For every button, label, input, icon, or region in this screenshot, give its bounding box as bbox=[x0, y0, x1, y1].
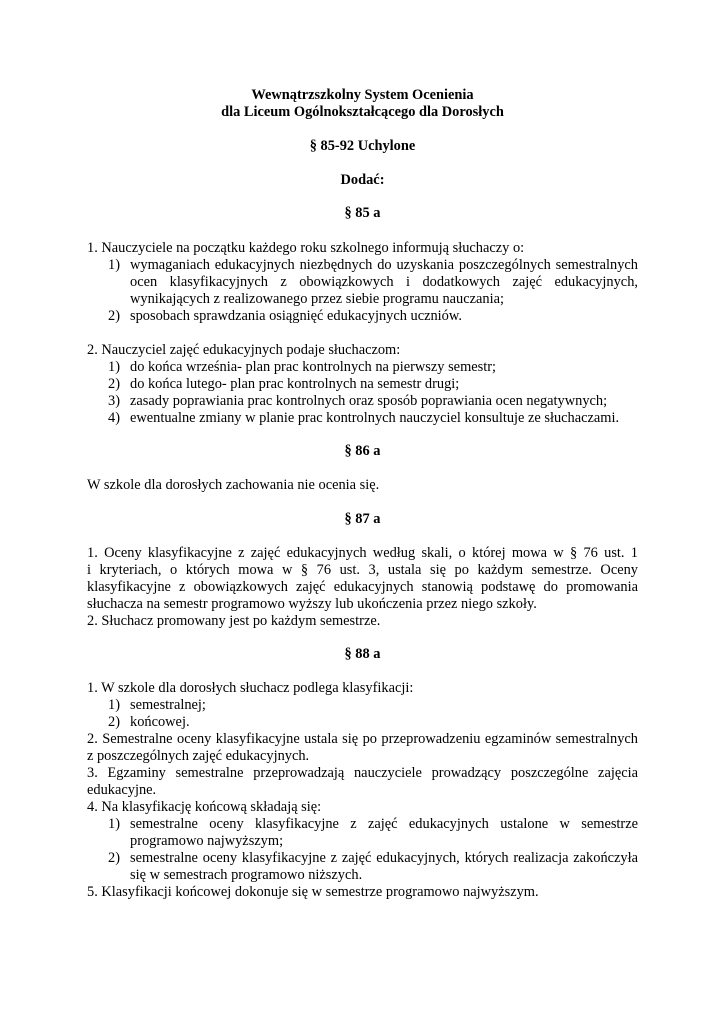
list-item bbox=[87, 393, 638, 410]
paragraph-line: klasyfikacyjne z obowiązkowych zajęć edukacyjnych stanowią podstawę do promowania bbox=[87, 579, 638, 595]
list-item bbox=[87, 816, 638, 850]
list-item bbox=[87, 376, 638, 393]
paragraph: 4. Na klasyfikację końcową składają się: bbox=[87, 799, 322, 815]
list-item bbox=[87, 257, 638, 308]
list-line: semestralne oceny klasyfikacyjne z zajęć edukacyjnych ustalone w semestrze bbox=[130, 816, 638, 832]
list-number: 2) bbox=[108, 714, 120, 730]
paragraph: 1. Nauczyciele na początku każdego roku szkolnego informują słuchaczy o: bbox=[87, 240, 525, 256]
list-number: 1) bbox=[108, 697, 120, 713]
list-item bbox=[87, 359, 638, 376]
document-title-line1: Wewnątrzszkolny System Oceni​enia bbox=[251, 87, 474, 103]
list-number: 3) bbox=[108, 393, 120, 409]
list-text: ewentualne zmiany w planie prac kontrolnych nauczyciel konsultuje ze słuchaczami. bbox=[130, 410, 620, 426]
paragraph-line: 3. Egzaminy semestralne przeprowadzają nauczyciele prowadzący poszczególne zajęcia bbox=[87, 765, 638, 781]
section-87a bbox=[87, 545, 638, 630]
list-number: 1) bbox=[108, 257, 120, 273]
paragraph-line: 2. Semestralne oceny klasyfikacyjne ustala się po przeprowadzeniu egzaminów semestralnych bbox=[87, 731, 638, 747]
paragraph-line: słuchacza na semestr programowo wyższy lub ukończenia przez niego szkoły. bbox=[87, 596, 537, 612]
list-text: zasady poprawiania prac kontrolnych oraz sposób poprawiania ocen negatywnych; bbox=[130, 393, 608, 409]
list-item bbox=[87, 308, 638, 325]
repealed-heading: § 85-92 Uchylone bbox=[309, 138, 416, 154]
list-item bbox=[87, 714, 638, 731]
list-text: sposobach sprawdzania osiągnięć edukacyjnych uczniów. bbox=[130, 308, 462, 324]
list-text: semestralnej; bbox=[130, 697, 206, 713]
list-text: końcowej. bbox=[130, 714, 190, 730]
section-87a-heading: § 87 a bbox=[344, 511, 381, 527]
list-number: 2) bbox=[108, 308, 120, 324]
add-heading: Dodać: bbox=[340, 172, 385, 188]
paragraph: 2. Nauczyciel zajęć edukacyjnych podaje słuchaczom: bbox=[87, 342, 401, 358]
list-number: 1) bbox=[108, 816, 120, 832]
list-number: 2) bbox=[108, 850, 120, 866]
list-number: 4) bbox=[108, 410, 120, 426]
list-number: 1) bbox=[108, 359, 120, 375]
section-85a-part2 bbox=[87, 342, 638, 427]
list-item bbox=[87, 850, 638, 884]
list-text: do końca lutego- plan prac kontrolnych na semestr drugi; bbox=[130, 376, 460, 392]
paragraph: 2. Słuchacz promowany jest po każdym semestrze. bbox=[87, 613, 381, 629]
list-line: się w semestrach programowo niższych. bbox=[130, 867, 363, 883]
list-item bbox=[87, 697, 638, 714]
paragraph-line: 1. Oceny klasyfikacyjne z zajęć edukacyjnych według skali, o której mowa w § 76 ust. 1 bbox=[87, 545, 638, 561]
paragraph: 5. Klasyfikacji końcowej dokonuje się w semestrze programowo najwyższym. bbox=[87, 884, 539, 900]
list-item bbox=[87, 410, 638, 427]
list-text: do końca września- plan prac kontrolnych na pierwszy semestr; bbox=[130, 359, 497, 375]
list-line: wymaganiach edukacyjnych niezbędnych do uzyskania poszczególnych semestralnych bbox=[130, 257, 638, 273]
section-85a-heading: § 85 a bbox=[344, 205, 381, 221]
paragraph-line: z poszczególnych zajęć edukacyjnych. bbox=[87, 748, 310, 764]
list-line: wynikających z realizowanego przez siebie programu nauczania; bbox=[130, 291, 504, 307]
section-88a-heading: § 88 a bbox=[344, 646, 381, 662]
paragraph: W szkole dla dorosłych zachowania nie ocenia się. bbox=[87, 477, 380, 493]
section-86a-heading: § 86 a bbox=[344, 443, 381, 459]
section-88a bbox=[87, 680, 638, 901]
section-86a bbox=[87, 477, 638, 494]
list-line: semestralne oceny klasyfikacyjne z zajęć edukacyjnych, których realizacja zakończyła bbox=[130, 850, 638, 866]
document-title-line2: dla Liceum Ogólnokształcącego dla Dorosłych bbox=[221, 104, 504, 120]
section-85a bbox=[87, 240, 638, 325]
list-number: 2) bbox=[108, 376, 120, 392]
paragraph-line: i kryteriach, o których mowa w § 76 ust. 3, ustala się po każdym semestrze. Oceny bbox=[87, 562, 638, 578]
list-line: ocen klasyfikacyjnych z obowiązkowych i dodatkowych zajęć edukacyjnych, bbox=[130, 274, 638, 290]
paragraph: 1. W szkole dla dorosłych słuchacz podlega klasyfikacji: bbox=[87, 680, 414, 696]
paragraph-line: edukacyjne. bbox=[87, 782, 157, 798]
list-line: programowo najwyższym; bbox=[130, 833, 284, 849]
